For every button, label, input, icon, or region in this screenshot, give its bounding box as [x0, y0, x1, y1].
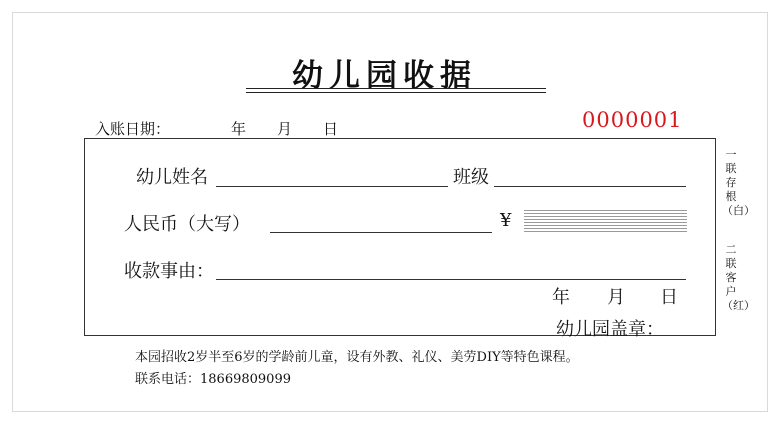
class-label: 班级 [453, 167, 489, 188]
side-copy-customer: 二联客户（红） [722, 243, 755, 312]
reason-line[interactable] [216, 279, 686, 280]
reason-label: 收款事由： [124, 261, 214, 282]
sign-date-year: 年 [552, 287, 570, 308]
currency-symbol: ¥ [500, 210, 512, 231]
serial-number: 0000001 [582, 108, 683, 132]
sign-date-day: 日 [660, 287, 678, 308]
entry-date-day: 日 [323, 120, 339, 138]
sign-date-month: 月 [607, 287, 625, 308]
title-underline-2 [246, 92, 546, 93]
amount-words-line[interactable] [270, 232, 492, 233]
child-name-line[interactable] [216, 186, 448, 187]
entry-date-year: 年 [231, 120, 247, 138]
title-underline-1 [246, 88, 546, 89]
amount-words-label: 人民币（大写） [124, 214, 250, 235]
entry-date-month: 月 [277, 120, 293, 138]
side-copy-stub: 一联存根（白） [722, 148, 755, 217]
amount-figure-box[interactable] [524, 210, 687, 232]
seal-label: 幼儿园盖章： [556, 319, 664, 340]
child-name-label: 幼儿姓名 [136, 167, 208, 188]
contact-phone: 联系电话：18669809099 [135, 372, 291, 387]
class-line[interactable] [494, 186, 686, 187]
entry-date-label: 入账日期： [95, 120, 171, 138]
notice-text: 本园招收2岁半至6岁的学龄前儿童，设有外教、礼仪、美劳DIY等特色课程。 [135, 350, 579, 365]
receipt-title: 幼儿园收据 [292, 58, 477, 94]
